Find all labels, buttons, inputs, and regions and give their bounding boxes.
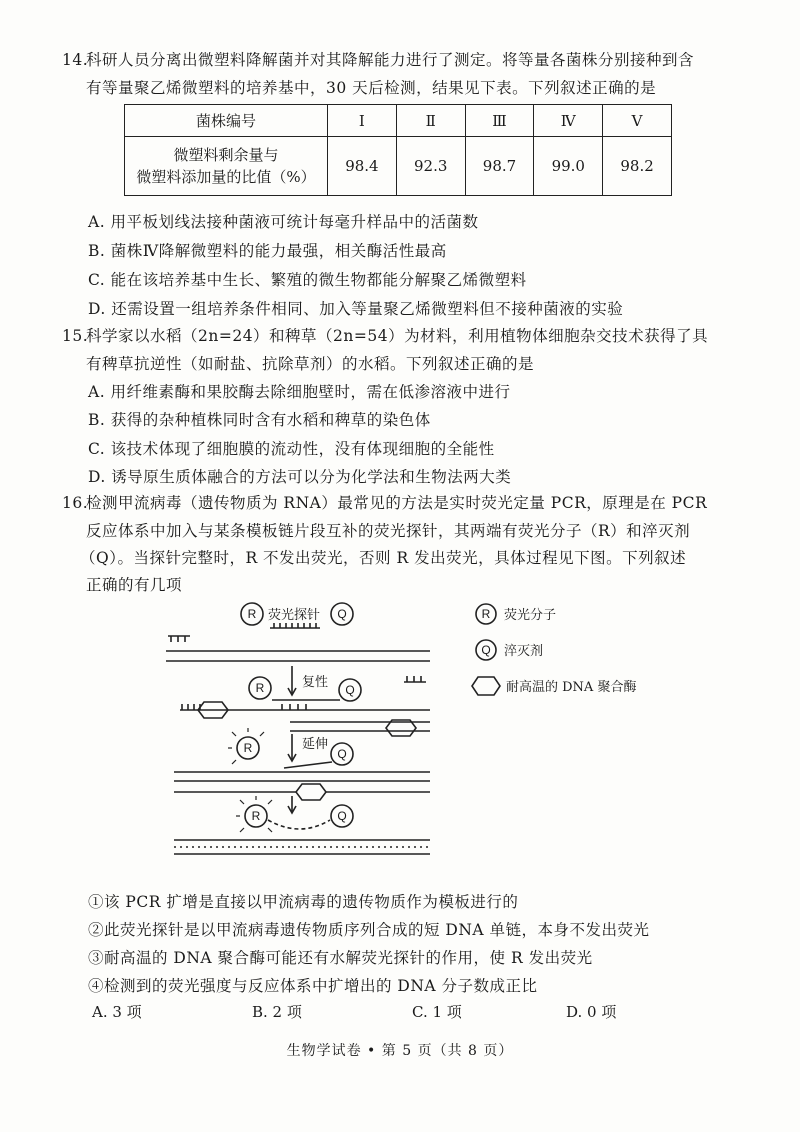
q14-option-c[interactable]: C. 能在该培养基中生长、繁殖的微生物都能分解聚乙烯微塑料 (88, 271, 527, 289)
table-row (125, 137, 672, 196)
strain-id-header: 菌株编号 (125, 105, 328, 137)
r-label: R (247, 607, 257, 621)
legend-q-label: Q (481, 643, 491, 657)
strain-cell: Ⅰ (328, 105, 397, 137)
strain-cell: Ⅲ (465, 105, 534, 137)
q14-stem-line1: 14.科研人员分离出微塑料降解菌并对其降解能力进行了测定。将等量各菌株分别接种到含 (62, 51, 695, 69)
legend-hexagon (472, 677, 500, 695)
q14-option-a[interactable]: A. 用平板划线法接种菌液可统计每毫升样品中的活菌数 (88, 213, 479, 231)
value-cell: 92.3 (396, 137, 465, 196)
table-row (125, 105, 672, 137)
q16-stem-line2: 反应体系中加入与某条模板链片段互补的荧光探针，其两端有荧光分子（R）和淬灭剂 (86, 522, 691, 540)
page-footer: 生物学试卷 • 第 5 页（共 8 页） (286, 1043, 514, 1059)
q15-stem-line2: 有稗草抗逆性（如耐盐、抗除草剂）的水稻。下列叙述正确的是 (86, 355, 535, 373)
q15-option-a[interactable]: A. 用纤维素酶和果胶酶去除细胞壁时，需在低渗溶液中进行 (88, 383, 511, 401)
legend-quencher-label: 淬灭剂 (504, 644, 544, 659)
r-label: R (243, 741, 253, 755)
q16-statement-4: ④检测到的荧光强度与反应体系中扩增出的 DNA 分子数成正比 (88, 977, 538, 995)
q-label: Q (337, 607, 347, 621)
ratio-header: 微塑料剩余量与 微塑料添加量的比值（%） (125, 137, 328, 196)
q16-stem-line4: 正确的有几项 (86, 576, 183, 594)
q16-statement-2: ②此荧光探针是以甲流病毒遗传物质序列合成的短 DNA 单链，本身不发出荧光 (88, 921, 650, 939)
q16-number: 16. (62, 494, 89, 512)
q-label: Q (337, 747, 347, 761)
value-cell: 99.0 (534, 137, 603, 196)
step-denature-label: 复性 (302, 675, 329, 690)
strain-table (124, 104, 672, 196)
q16-option-b[interactable]: B. 2 项 (252, 1003, 302, 1021)
strain-cell: Ⅴ (603, 105, 672, 137)
q16-option-a[interactable]: A. 3 项 (92, 1003, 142, 1021)
primer-right (404, 676, 426, 682)
q15-option-d[interactable]: D. 诱导原生质体融合的方法可以分为化学法和生物法两大类 (88, 468, 512, 486)
q-label: Q (337, 809, 347, 823)
r-label: R (251, 809, 261, 823)
q16-statement-1: ①该 PCR 扩增是直接以甲流病毒的遗传物质作为模板进行的 (88, 893, 519, 911)
q16-stem-line1: 16.检测甲流病毒（遗传物质为 RNA）最常见的方法是实时荧光定量 PCR，原理是在 PCR (62, 494, 708, 512)
q14-stem-line2: 有等量聚乙烯微塑料的培养基中，30 天后检测，结果见下表。下列叙述正确的是 (86, 79, 657, 97)
value-cell: 98.2 (603, 137, 672, 196)
polymerase-hexagon (296, 784, 326, 800)
q15-number: 15. (62, 327, 89, 345)
q14-number: 14. (62, 51, 89, 69)
r-label: R (255, 681, 265, 695)
step-extend-label: 延伸 (302, 737, 329, 752)
probe-label: 荧光探针 (268, 608, 321, 623)
value-cell: 98.7 (465, 137, 534, 196)
q16-option-d[interactable]: D. 0 项 (566, 1003, 617, 1021)
strain-cell: Ⅳ (534, 105, 603, 137)
q15-stem-line1: 15.科学家以水稻（2n=24）和稗草（2n=54）为材料，利用植物体细胞杂交技术获得了具 (62, 327, 709, 345)
q16-statement-3: ③耐高温的 DNA 聚合酶可能还有水解荧光探针的作用，使 R 发出荧光 (88, 949, 593, 967)
q16-stem-line3: （Q）。当探针完整时，R 不发出荧光，否则 R 发出荧光，具体过程见下图。下列叙述 (80, 549, 687, 567)
q14-option-d[interactable]: D. 还需设置一组培养条件相同、加入等量聚乙烯微塑料但不接种菌液的实验 (88, 300, 624, 318)
q-label: Q (345, 683, 355, 697)
strain-cell: Ⅱ (396, 105, 465, 137)
value-cell: 98.4 (328, 137, 397, 196)
primer-left (168, 636, 190, 642)
legend-fluor-label: 荧光分子 (504, 608, 557, 623)
q15-option-c[interactable]: C. 该技术体现了细胞膜的流动性，没有体现细胞的全能性 (88, 440, 495, 458)
legend-enzyme-label: 耐高温的 DNA 聚合酶 (506, 680, 637, 695)
q15-option-b[interactable]: B. 获得的杂种植株同时含有水稻和稗草的染色体 (88, 411, 431, 429)
legend-r-label: R (481, 607, 491, 621)
q16-option-c[interactable]: C. 1 项 (412, 1003, 462, 1021)
q14-option-b[interactable]: B. 菌株Ⅳ降解微塑料的能力最强，相关酶活性最高 (88, 242, 447, 260)
pcr-probe-diagram (160, 598, 660, 868)
